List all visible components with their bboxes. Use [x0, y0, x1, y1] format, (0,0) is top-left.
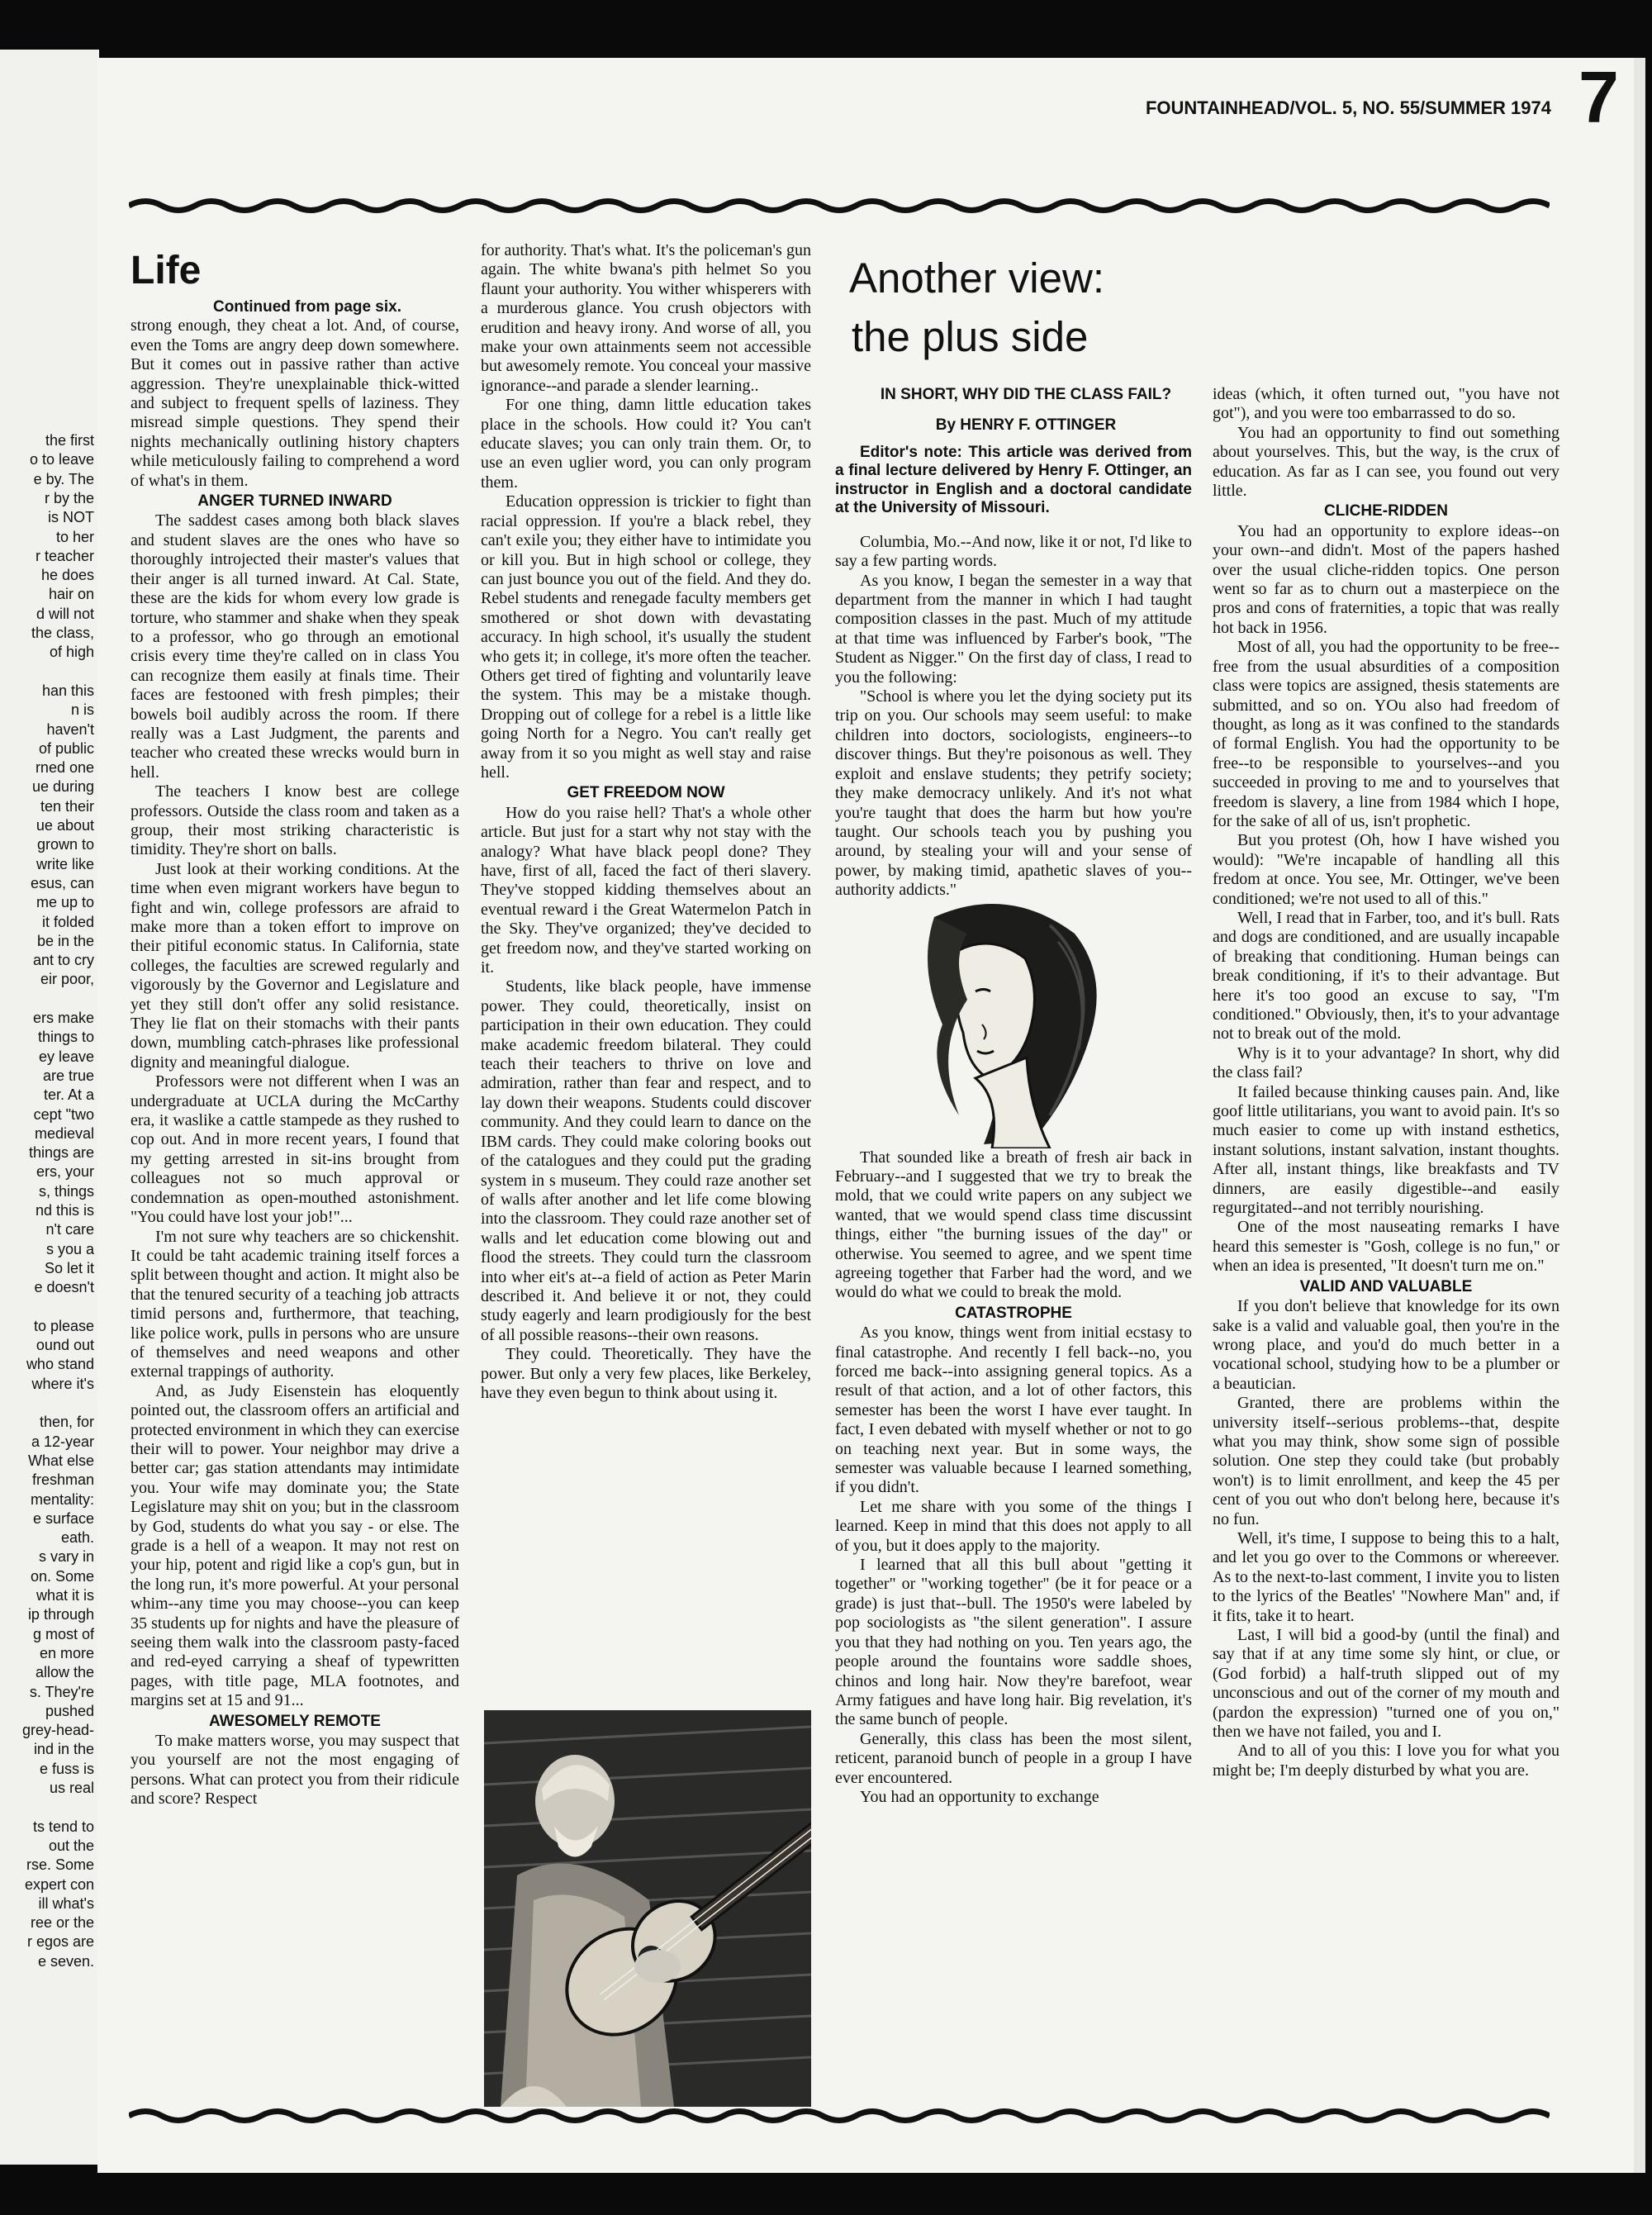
prev-page-line: eath.: [60, 1529, 94, 1547]
prev-page-line: r by the: [44, 489, 94, 506]
prev-page-line: be in the: [36, 932, 94, 949]
newspaper-page: [97, 58, 1634, 2173]
prev-page-line: medieval: [34, 1124, 94, 1142]
prev-page-line: What else: [27, 1452, 94, 1469]
prev-page-line: e doesn't: [34, 1279, 94, 1296]
headline-line-1: Another view:: [849, 254, 1104, 302]
prev-page-line: s. They're: [29, 1683, 94, 1700]
prev-page-line: n is: [70, 701, 94, 719]
byline: By HENRY F. OTTINGER: [935, 416, 1117, 435]
prev-page-line: freshman: [31, 1471, 94, 1489]
another-paragraph: As you know, things went from initial ecstasy to final catastrophe. And recently I fell back--no, you forced me back--into assigning general topics. As a result of that action, and a lot of other factors, this semester has been the worst I have ever taught. In fact, I even debated with myself whether or not to go on teaching next year. But in some ways, the semester was valuable because I learned something, if you didn't.: [835, 1324, 1192, 1497]
prev-page-line: r egos are: [26, 1933, 94, 1951]
another-paragraph: You had an opportunity to exchange: [860, 1787, 1099, 1806]
guitar-player-illustration: [484, 1710, 811, 2107]
prev-page-line: e fuss is: [39, 1760, 94, 1777]
prev-page-line: ers make: [32, 1010, 94, 1026]
prev-page-line: ind in the: [33, 1741, 94, 1758]
woman-portrait-illustration: [835, 901, 1192, 1148]
another-column-1: [835, 385, 1192, 1807]
prev-page-line: write like: [36, 855, 94, 872]
prev-page-line: things to: [37, 1029, 94, 1046]
another-paragraph: "School is where you let the dying society put its trip on you. Our schools may seem useful: to make children into doctors, sociologists, engineers--to discover things. But they're poisonous as well. They exploit and enslave students; they petrify society; they make democracy unlikely. And it's not what you're taught that does the harm but how you're taught. Our schools teach you by pushing you around, by stealing your will and your sense of power, by making timid, apathetic slaves of you--authority addicts.": [835, 687, 1192, 900]
life-paragraph: strong enough, they cheat a lot. And, of course, even the Toms are angry deep down somewhere. But it comes out in passive rather than active aggression. They're unexplainable thick-witted and subject to frequent spells of laziness. They misread simple questions. They spend their nights mechanically outlining history chapters while meticulously failing to comprehend a word of what's in them.: [131, 316, 459, 490]
prev-page-line: o to leave: [29, 451, 94, 468]
life-column-1: [131, 246, 459, 1809]
prev-page-line: nd this is: [35, 1202, 94, 1219]
prev-page-line: rse. Some: [26, 1856, 94, 1874]
prev-page-line: ree or the: [30, 1914, 94, 1932]
another-paragraph: Generally, this class has been the most silent, reticent, paranoid bunch of people in a group I have ever encountered.: [835, 1729, 1192, 1787]
another-paragraph: Most of all, you had the opportunity to be free--free from the usual absurdities of a composition class were topics are assigned, thesis statements are submitted, and so on. YOu also had freedom of thought, as long as it was confined to the standards of formal English. You had the opportunity to be free--to be responsible to yourselves--and you succeeded in proving to me and to yourselves that freedom is slavery, a line from 1984 which I hope, for the sake of all of us, isn't prophetic.: [1213, 638, 1559, 830]
prev-page-line: of public: [38, 739, 94, 757]
prev-page-line: ter. At a: [43, 1086, 94, 1104]
masthead-issue-line: FOUNTAINHEAD/VOL. 5, NO. 55/SUMMER 1974: [1145, 97, 1551, 118]
article-deck: IN SHORT, WHY DID THE CLASS FAIL?: [880, 386, 1172, 403]
prev-page-line: ue about: [36, 817, 94, 834]
life-paragraph: The teachers I know best are college professors. Outside the class room and taken as a group, their most striking characteristic is timidity. They're short on balls.: [131, 782, 459, 859]
another-paragraph: If you don't believe that knowledge for its own sake is a valid and valuable goal, then you're in the wrong place, and you'd do much better in a vocational school, studying how to be a plumber or a beautician.: [1213, 1297, 1559, 1393]
another-paragraph: Well, I read that in Farber, too, and it's bull. Rats and dogs are conditioned, and are usually incapable of breaking that conditioning. Human beings can break conditioning, if it's to their advantage. But here it's too good an excuse to say, "I'm conditioned." Obviously, then, it's to your advantage not to break out of the mold.: [1213, 908, 1559, 1043]
prev-page-line: rned one: [35, 759, 94, 777]
another-paragraph: Let me share with you some of the things I learned. Keep in mind that this does not apply to all of you, but it does apply to the majority.: [835, 1497, 1192, 1555]
prev-page-line: things are: [28, 1144, 94, 1162]
another-paragraph: But you protest (Oh, how I have wished you would): "We're incapable of handling all this fredom at once. You see, Mr. Ottinger, we've been conditioned; we're not used to all of this.": [1213, 831, 1559, 908]
another-paragraph: I learned that all this bull about "getting it together" or "working together" (be it for peace or a grade) is just that--bull. The 1950's were labeled by pop sociologists as "the silent generation". I assure you that they had nothing on you. Ten years ago, the people around the fountains wore saddle shoes, chinos and long hair. Now they're barefoot, wear Army fatigues and have long hair. Big revelation, it's the same bunch of people.: [835, 1556, 1192, 1729]
subhead-get-freedom-now: GET FREEDOM NOW: [567, 784, 725, 802]
life-headline: Life: [131, 249, 202, 292]
another-paragraph: Last, I will bid a good-by (until the final) and say that if at any time some sly hint, or clue, or (God forbid) a half-truth slipped out of my unconscious and out of the corner of my mouth and (pardon the expression) "turned one of you on," then we have not failed, you and I.: [1213, 1626, 1559, 1742]
life-paragraph: Just look at their working conditions. At the time when even migrant workers have begun to fight and win, college professors are afraid to make more than a token effort to improve on their pitiful economic status. In California, state colleges, the faculties are screwed regularly and vigorously by the Governor and Legislature and yet they still don't offer any solid resistance. They lie flat on their stomachs with their pants down, mumbling catch-phrases like professional dignity and meaningful dialogue.: [131, 859, 459, 1072]
prev-page-line: mentality:: [30, 1490, 94, 1508]
prev-page-line: grown to: [36, 836, 94, 853]
another-paragraph: And to all of you this: I love you for what you might be; I'm deeply disturbed by what you are.: [1213, 1742, 1559, 1780]
prev-page-line: ers, your: [36, 1163, 94, 1181]
another-paragraph: You had an opportunity to explore ideas--on your own--and didn't. Most of the papers hashed over the usual cliche-ridden topics. One person went so far as to churn out a masterpiece on the pros and cons of fraternities, a topic that was really hot back in 1956.: [1213, 521, 1559, 637]
prev-page-line: who stand: [26, 1356, 94, 1373]
prev-page-line: me up to: [36, 894, 94, 911]
prev-page-line: of high: [49, 644, 94, 661]
prev-page-line: the first: [45, 432, 94, 449]
prev-page-line: s you a: [45, 1240, 94, 1257]
prev-page-line: grey-head-: [21, 1722, 94, 1739]
subhead-cliche-ridden: CLICHE-RIDDEN: [1324, 502, 1448, 520]
prev-page-line: to please: [33, 1317, 94, 1334]
subhead-anger-turned-inward: ANGER TURNED INWARD: [197, 492, 392, 511]
prev-page-line: then, for: [39, 1414, 94, 1431]
prev-page-line: what it is: [36, 1587, 94, 1604]
subhead-catastrophe: CATASTROPHE: [955, 1304, 1072, 1322]
prev-page-line: ant to cry: [32, 952, 94, 969]
prev-page-line: are true: [42, 1067, 94, 1084]
another-paragraph: One of the most nauseating remarks I have heard this semester is "Gosh, college is no fun," or when an idea is presented, "It doesn't turn me on.": [1213, 1218, 1559, 1276]
prev-page-line: pushed: [45, 1702, 94, 1719]
life-paragraph: for authority. That's what. It's the policeman's gun again. The white bwana's pith helmet So you flaunt your authority. You wither whisperers with a murderous glance. You crush objectors with erudition and heavy irony. And worse of all, you make your own attainments seem not accessible but awesomely remote. You conceal your massive ignorance--and parade a slender learning..: [481, 241, 811, 395]
prev-page-line: to her: [55, 528, 94, 545]
prev-page-line: ill what's: [38, 1894, 94, 1912]
wavy-rule-bottom: [129, 2107, 1550, 2125]
prev-page-line: it folded: [41, 913, 94, 930]
prev-page-line: ound out: [36, 1337, 94, 1354]
prev-page-line: g most of: [32, 1625, 94, 1642]
life-paragraph: And, as Judy Eisenstein has eloquently pointed out, the classroom offers an artificial and protected environment in which they can exercise their will to power. Your neighbor may drive a better car; gas station attendants may intimidate you. Your wife may dominate you; the State Legislature may shit on you; but in the classroom by God, students do what you say - or else. The grade is a hell of a weapon. It may not rest on your hip, potent and rigid like a cop's gun, but in the long run, it's more powerful. At your personal whim--any time you may choose--you can keep 35 students up for nights and have the pleasure of seeing them walk into the classroom pasty-faced and red-eyed carrying a sheaf of typewritten pages, with title page, MLA footnotes, and margins set at 15 and 91...: [131, 1381, 459, 1710]
next-page-edge: [1634, 58, 1645, 2173]
prev-page-line: e surface: [32, 1509, 94, 1527]
continued-note: Continued from page six.: [212, 298, 402, 316]
life-paragraph: Professors were not different when I was an undergraduate at UCLA during the McCarthy era, it waslike a cattle stampede as they rushed to cop out. And in more recent years, I found that my getting arrested in sit-ins brought from colleagues not so much approval or condemnation as open-mouthed astonishment. "You could have lost your job!"...: [131, 1072, 459, 1227]
life-paragraph: They could. Theoretically. They have the power. But only a very few places, like Berkeley, have they even begun to think about using it.: [481, 1345, 811, 1402]
another-paragraph: Columbia, Mo.--And now, like it or not, I'd like to say a few parting words.: [835, 532, 1192, 571]
prev-page-line: s vary in: [38, 1548, 94, 1566]
another-paragraph: Granted, there are problems within the university itself--serious problems--that, despite what you may think, show some sign of possible solution. One step they could take (but probably won't) is to limit enrollment, and keep the 45 per cent of you out who don't belong here, because it's no fun.: [1213, 1394, 1559, 1528]
prev-page-line: cept "two: [33, 1105, 94, 1123]
prev-page-line: ts tend to: [32, 1818, 94, 1835]
prev-page-line: expert con: [24, 1875, 94, 1893]
another-paragraph: It failed because thinking causes pain. And, like goof little utilitarians, you want to avoid pain. It's so much easier to come up with instand esthetics, instant solutions, instant salvation, instant thoughts. After all, instant things, like breakfasts and TV dinners, are easily digestible--and easily regurgitated--and not terribly nourishing.: [1213, 1082, 1559, 1218]
subhead-valid-and-valuable: VALID AND VALUABLE: [1299, 1277, 1473, 1295]
prev-page-line: ue during: [31, 778, 94, 796]
prev-page-line: esus, can: [30, 874, 94, 891]
prev-page-line: out the: [48, 1837, 94, 1854]
prev-page-line: d will not: [36, 605, 94, 622]
prev-page-line: ten their: [40, 797, 94, 815]
life-column-2: [481, 241, 811, 1403]
prev-page-line: s, things: [38, 1182, 94, 1200]
life-paragraph: How do you raise hell? That's a whole other article. But just for a start why not stay with the analogy? What have black peopl done? They have, first of all, faced the fact of theri slavery. They've stopped kidding themselves about an eventual reward i the Great Watermelon Patch in the Sky. They've organized; they've decided to get freedom now, and they've started working on it.: [481, 803, 811, 977]
prev-page-line: on. Some: [30, 1567, 94, 1585]
prev-page-line: hair on: [48, 586, 94, 603]
life-paragraph: Students, like black people, have immense power. They could, theoretically, insist on participation in their own education. They could make academic freedom bilateral. They could teach their teachers to thrive on love and admiration, rather than fear and respect, and to lay down their weapons. Students could discover community. And they could learn to dance on the IBM cards. They could make coloring books out of the catalogues and they could put the grading system in s museum. They could raze another set of walls after another and let life come blowing into the classroom. They could raze another set of walls and let education come blowing out and flood the streets. They could turn the classroom into wher eit's at--a field of action as Peter Marin described it. And believe it or not, they could study eagerly and learn prodigiously for the best of all possible reasons--their own reasons.: [481, 977, 811, 1344]
prev-page-line: haven't: [46, 720, 94, 738]
prev-page-line: where it's: [31, 1375, 94, 1392]
prev-page-line: n't care: [45, 1221, 94, 1238]
life-paragraph: I'm not sure why teachers are so chickenshit. It could be taht academic training itself forces a split between thought and action. It might also be that the tenured security of a teaching job attracts timid persons and, furthermore, that teaching, like police work, pulls in persons who are unsure of themselves and need weapons and other external trappings of authority.: [131, 1227, 459, 1381]
prev-page-line: allow the: [35, 1664, 94, 1681]
life-paragraph: Education oppression is trickier to fight than racial oppression. If you're a black rebel, they can't exile you; they either have to intimidate you or kill you. But in high school or college, they can just bounce you out of the field. And they do. Rebel students and renegade faculty members get smothered or shot down with devastating accuracy. In high school, it's usually the student who gets it; in college, it's more often the teacher. Others get tired of fighting and voluntarily leave the system. This may be a mistake though. Dropping out of college for a rebel is a little like going North for a Negro. You can't really get away from it so you might as well stay and raise hell.: [481, 492, 811, 782]
prev-page-line: the class,: [31, 625, 94, 641]
prev-page-line: eir poor,: [40, 971, 94, 988]
another-paragraph: As you know, I began the semester in a way that department from the manner in which I had taught composition classes in the past. Much of my attitude at that time was influenced by Farber's book, "The Student as Nigger." On the first day of class, I read to you the following:: [835, 571, 1192, 687]
another-column-2: [1213, 385, 1559, 1780]
editors-note: Editor's note: This article was derived from a final lecture delivered by Henry F. Ottinger, an instructor in English and a doctoral candidate at the University of Missouri.: [835, 443, 1192, 517]
life-paragraph: For one thing, damn little education takes place in the schools. How could it? You can't educate slaves; you can only train them. Or, to use an even uglier word, you can only program them.: [481, 396, 811, 492]
prev-page-line: a 12-year: [31, 1433, 94, 1450]
prev-page-line: is NOT: [48, 509, 94, 526]
prev-page-line: So let it: [44, 1259, 94, 1276]
wavy-rule-top: [129, 197, 1550, 215]
prev-page-line: he does: [40, 567, 94, 584]
life-paragraph: To make matters worse, you may suspect that you yourself are not the most engaging of persons. What can protect you from their ridicule and score? Respect: [131, 1732, 459, 1809]
prev-page-line: ey leave: [38, 1048, 94, 1065]
another-paragraph: That sounded like a breath of fresh air back in February--and I suggested that we try to break the mold, that we could write papers on any subject we wanted, that we would spend class time discussint things, either "the burning issues of the day" or otherwise. You seemed to agree, and we spent time agreeing together that Farber had the word, and we would do what we could to break the mold.: [835, 1148, 1192, 1302]
another-paragraph: Why is it to your advantage? In short, why did the class fail?: [1213, 1043, 1559, 1082]
life-paragraph: The saddest cases among both black slaves and student slaves are the ones who have so thoroughly introjected their master's values that their anger is all turned inward. At Cal. State, these are the kids for whom every low grade is torture, who stammer and shake when they speak to a professor, who go through an emotional crisis every time they're called on in class You can recognize them easily at finals time. Their faces are festooned with fresh pimples; their bowels boil audibly across the room. If there really was a Last Judgment, the parents and teacher who created these wrecks would burn in hell.: [131, 511, 459, 782]
prev-page-line: ip through: [27, 1606, 94, 1623]
prev-page-line: e seven.: [37, 1952, 94, 1970]
another-paragraph: ideas (which, it often turned out, "you have not got"), and you were too embarrassed to do so.: [1213, 385, 1559, 423]
prev-page-line: han this: [41, 682, 94, 699]
prev-page-line: us real: [49, 1780, 94, 1796]
prev-page-line: en more: [39, 1644, 94, 1661]
page-number: 7: [1578, 56, 1619, 138]
subhead-awesomely-remote: AWESOMELY REMOTE: [209, 1712, 381, 1730]
prev-page-line: r teacher: [35, 547, 94, 564]
previous-page-edge: [0, 50, 99, 2165]
headline-line-2: the plus side: [852, 313, 1089, 360]
another-paragraph: Well, it's time, I suppose to being this to a halt, and let you go over to the Commons or whereever. As to the next-to-last comment, I invite you to listen to the lyrics of the Beatles' "Nowhere Man" and, if it fits, take it to heart.: [1213, 1528, 1559, 1625]
another-paragraph: You had an opportunity to find out something about yourselves. This, but the way, is the crux of education. As far as I can see, you found out very little.: [1213, 423, 1559, 501]
prev-page-line: e by. The: [33, 470, 94, 487]
